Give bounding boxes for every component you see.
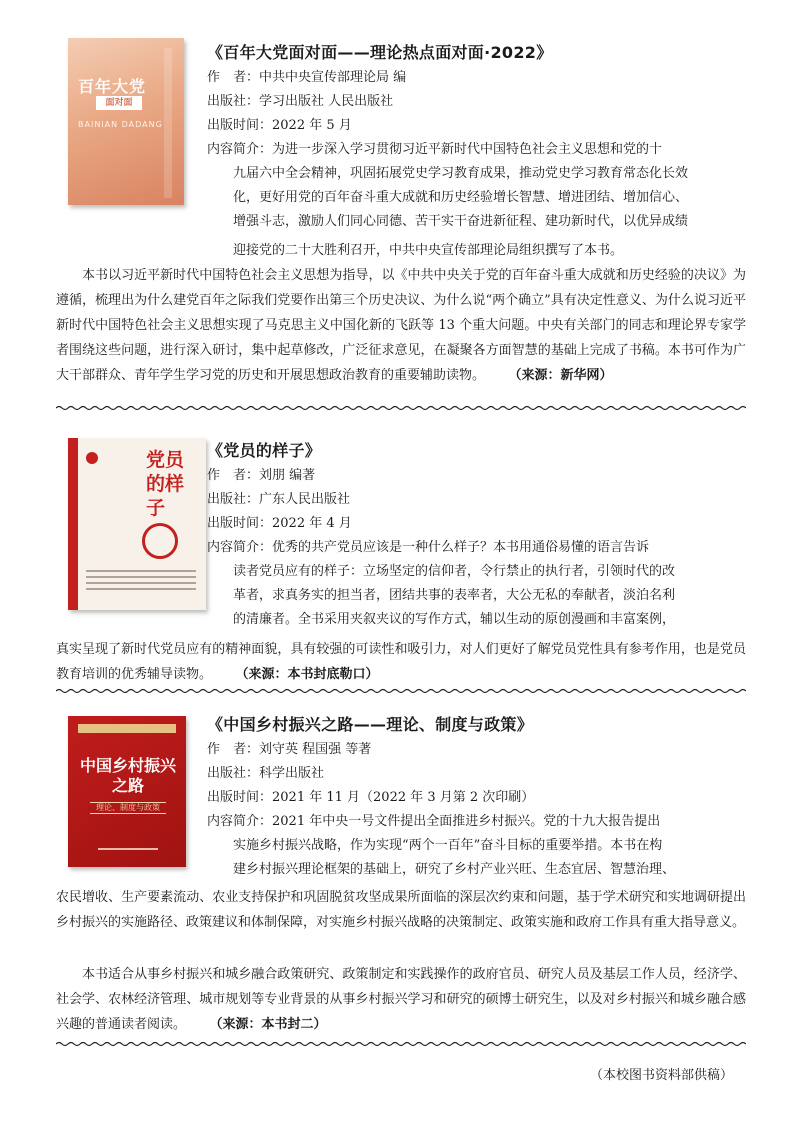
book-paragraph <box>56 238 746 388</box>
cover-red-band <box>68 438 78 610</box>
book-summary-line: 内容简介：优秀的共产党员应该是一种什么样子？本书用通俗易懂的语言告诉 <box>207 540 650 555</box>
book-summary-line: 化，更好用党的百年奋斗重大成就和历史经验增长智慧、增进团结、增加信心、 <box>233 190 689 205</box>
cover-spine <box>164 48 172 198</box>
book-summary-line: 迎接党的二十大胜利召开，中共中央宣传部理论局组织撰写了本书。 <box>233 243 624 258</box>
book-summary-line: 九届六中全会精神，巩固拓展党史学习教育成果，推动党史学习教育常态化长效 <box>233 166 689 181</box>
book-info <box>207 712 747 882</box>
book-date: 出版时间：2022 年 5 月 <box>207 118 352 133</box>
cover-gold-band <box>78 724 176 733</box>
book-title: 《党员的样子》 <box>207 441 322 460</box>
wavy-divider <box>56 405 746 411</box>
book-summary-line: 革者，求真务实的担当者，团结共事的表率者，大公无私的奉献者，淡泊名利 <box>233 588 676 603</box>
book-summary-line: 内容简介：2021 年中央一号文件提出全面推进乡村振兴。党的十九大报告提出 <box>207 814 661 829</box>
cover-bottom-line <box>98 848 158 850</box>
book-author: 作 者：中共中央宣传部理论局 编 <box>207 70 407 85</box>
cover-text-lines <box>86 570 196 572</box>
book-cover-image <box>68 438 206 610</box>
book-summary-line: 增强斗志，激励人们同心同德、苦干实干奋进新征程、建功新时代，以优异成绩 <box>233 214 689 229</box>
book-date: 出版时间：2021 年 11 月（2022 年 3 月第 2 次印刷） <box>207 790 535 805</box>
book-cover-image <box>68 38 184 205</box>
book-summary-line: 读者党员应有的样子：立场坚定的信仰者，令行禁止的执行者，引领时代的改 <box>233 564 676 579</box>
book-publisher: 出版社：科学出版社 <box>207 766 325 781</box>
book-summary-line: 建乡村振兴理论框架的基础上，研究了乡村产业兴旺、生态宜居、智慧治理、 <box>233 862 676 877</box>
book-author: 作 者：刘守英 程国强 等著 <box>207 742 372 757</box>
cover-subtitle-art: 面对面 <box>96 96 142 110</box>
book-title: 《百年大党面对面——理论热点面对面·2022》 <box>207 43 553 62</box>
cover-title-art: 中国乡村振兴之路 <box>79 756 176 795</box>
book-date: 出版时间：2022 年 4 月 <box>207 516 352 531</box>
book-info <box>207 40 747 234</box>
book-publisher: 出版社：广东人民出版社 <box>207 492 351 507</box>
cover-title-art: 百年大党 <box>78 77 147 96</box>
book-summary-line: 的清廉者。全书采用夹叙夹议的写作方式，辅以生动的原创漫画和丰富案例， <box>233 612 676 627</box>
wavy-divider <box>56 1041 746 1047</box>
book-publisher: 出版社：学习出版社 人民出版社 <box>207 94 394 109</box>
cover-subtitle-text: 理论、制度与政策 <box>96 803 160 812</box>
book-info <box>207 438 747 632</box>
book-source: （来源：本书封底勒口） <box>242 667 379 682</box>
book-author: 作 者：刘朋 编著 <box>207 468 316 483</box>
book-source: （来源：新华网） <box>515 368 613 383</box>
book-paragraph <box>56 962 746 1037</box>
cover-title-art: 党员的样子 <box>146 449 185 519</box>
party-emblem-icon <box>86 452 98 464</box>
book-description: 真实呈现了新时代党员应有的精神面貌，具有较强的可读性和吸引力，对人们更好了解党员党性具有参考作用，也是党员教育培训的优秀辅导读物。 <box>56 642 746 682</box>
footer-credit: （本校图书资料部供稿） <box>589 1068 733 1083</box>
book-description: 本书以习近平新时代中国特色社会主义思想为指导，以《中共中央关于党的百年奋斗重大成就和历史经验的决议》为遵循，梳理出为什么建党百年之际我们党要作出第三个历史决议、为什么说“两个确立”具有决定性意义、为什么说习近平新时代中国特色社会主义思想实现了马克思主义中国化新的飞跃等 13 个重大问题。中央有关部门的同志和理论界专家学者围绕这些问题，进行深入研讨，集中起草修改，广泛征求意见，在凝聚各方面智慧的基础上完成了书稿。本书可作为广大干部群众、青年学生学习党的历史和开展思想政治教育的重要辅助读物。 <box>56 268 746 383</box>
book-cover-image <box>68 716 186 867</box>
book-paragraph <box>56 637 746 687</box>
book-summary-line: 实施乡村振兴战略，作为实现“两个一百年”奋斗目标的重要举措。本书在构 <box>233 838 663 853</box>
book-summary-continuation: 农民增收、生产要素流动、农业支持保护和巩固脱贫攻坚成果所面临的深层次约束和问题，基于学术研究和实地调研提出乡村振兴的实施路径、政策建议和体制保障，对实施乡村振兴战略的决策制定、政策实施和政府工作具有重大指导意义。 <box>56 890 746 930</box>
book-title: 《中国乡村振兴之路——理论、制度与政策》 <box>207 715 534 734</box>
wavy-divider <box>56 688 746 694</box>
book-summary-line: 内容简介：为进一步深入学习贯彻习近平新时代中国特色社会主义思想和党的十 <box>207 142 663 157</box>
cover-subtitle-art <box>90 802 166 814</box>
cover-seal-icon <box>142 523 178 559</box>
book-source: （来源：本书封二） <box>216 1017 327 1032</box>
book-description: 本书适合从事乡村振兴和城乡融合政策研究、政策制定和实践操作的政府官员、研究人员及基层工作人员，经济学、社会学、农林经济管理、城市规划等专业背景的从事乡村振兴学习和研究的硕博士研究生，以及对乡村振兴和城乡融合感兴趣的普通读者阅读。 <box>56 967 746 1032</box>
cover-english-art: BAINIAN DADANG <box>78 120 163 129</box>
